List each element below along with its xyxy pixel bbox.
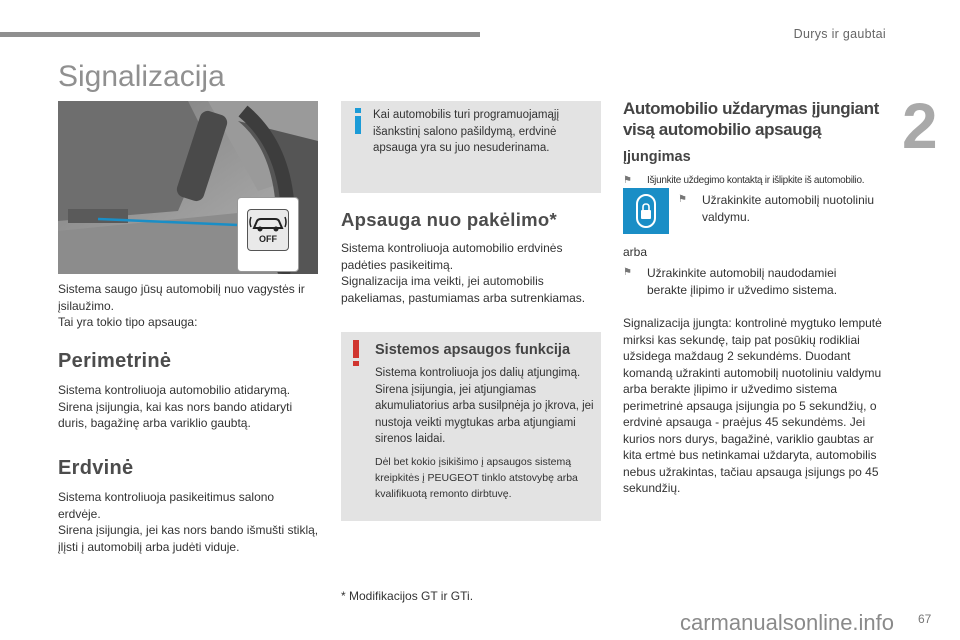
pakelimo-body-2: Signalizacija ima veikti, jei automobilis pakeliamas, pastumiamas arba sutrenkiamas. — [341, 274, 586, 305]
info-icon-glyph — [353, 108, 363, 134]
warning-body-1: Sistema kontroliuoja jos dalių atjungimą. — [375, 367, 581, 379]
watermark: carmanualsonline.info — [680, 610, 895, 635]
warning-body — [375, 365, 595, 508]
off-button-callout — [237, 197, 299, 272]
info-note-box — [341, 101, 601, 193]
off-label: OFF — [259, 234, 277, 244]
info-icon — [353, 108, 360, 139]
or-text: arba — [623, 245, 648, 259]
activation-paragraph: Signalizacija įjungta: kontrolinė mygtuko lemputė mirksi kas sekundę, taip pat posūkių rodikliai užsidega maždaug 2 sekundėms. Duodant komandą užrakinti automobilį nuotoliniu valdymu arba berakte įlipimo ir užvedimo sistema perimetrinė apsauga įsijungia po 5 sekundžių, o erdvinė apsauga - praėjus 45 sekundėms. Jei kurios nors durys, bagažinė, variklio gaubtas ar kita ertmė bus netinkamai uždaryta, automobilis nebus užrakintas, tačiau apsauga įsijungs po 45 sekundžių. — [623, 316, 882, 495]
bullet-flag-icon: ⚑ — [678, 194, 687, 205]
right-heading: Automobilio uždarymas įjungiant visą automobilio apsaugą — [623, 99, 879, 139]
section-erdvine — [58, 457, 320, 555]
step-1 — [623, 173, 903, 189]
step-1-text: Išjunkite uždegimo kontaktą ir išlipkite iš automobilio. — [647, 175, 865, 186]
section-pakelimo — [341, 209, 603, 306]
perimetrine-heading: Perimetrinė — [58, 350, 172, 372]
erdvine-body-2: Sirena įsijungia, jei kas nors bando išmušti stiklą, įlįsti į automobilį arba judėti viduje. — [58, 523, 319, 554]
erdvine-heading: Erdvinė — [58, 457, 134, 479]
warning-note: Dėl bet kokio įsikišimo į apsaugos sistemą kreipkitės į PEUGEOT tinklo atstovybę arba kvalifikuotą remonto dirbtuvę. — [375, 455, 578, 500]
intro-text — [58, 281, 320, 331]
warning-box — [341, 332, 601, 521]
warning-heading: Sistemos apsaugos funkcija — [375, 342, 571, 358]
header-bar — [0, 32, 480, 37]
warning-icon-glyph — [351, 340, 361, 366]
bullet-flag-icon: ⚑ — [623, 175, 632, 186]
footnote: * Modifikacijos GT ir GTi. — [341, 589, 474, 603]
section-perimetrine — [58, 350, 320, 432]
step-2 — [678, 192, 903, 226]
pakelimo-heading: Apsauga nuo pakėlimo* — [341, 209, 558, 230]
lock-icon — [623, 188, 669, 234]
chapter-number: 2 — [902, 90, 938, 162]
warning-body-2: Sirena įsijungia, jei atjungiamas akumuliatorius arba susilpnėja jo įkrova, jei nustoja veikti mygtukas arba atjungiami sirenos laidai. — [375, 383, 594, 445]
ijungimas-subheading: Įjungimas — [623, 149, 691, 165]
intro-line-2: Tai yra tokio tipo apsauga: — [58, 315, 198, 329]
pakelimo-body-1: Sistema kontroliuoja automobilio erdvinės padėties pasikeitimą. — [341, 241, 563, 272]
remote-lock-icon — [623, 188, 669, 234]
erdvine-body-1: Sistema kontroliuoja pasikeitimus salono erdvėje. — [58, 490, 275, 521]
car-alarm-icon — [248, 210, 288, 236]
section-title: Durys ir gaubtai — [793, 27, 886, 41]
step-2-text: Užrakinkite automobilį nuotoliniu valdymu. — [702, 193, 875, 224]
bullet-flag-icon: ⚑ — [623, 267, 632, 278]
step-3-text: Užrakinkite automobilį naudodamiei berakte įlipimo ir užvedimo sistema. — [647, 266, 838, 297]
intro-line-1: Sistema saugo jūsų automobilį nuo vagystės ir įsilaužimo. — [58, 282, 305, 313]
page-title: Signalizacija — [58, 60, 225, 93]
info-note-text: Kai automobilis turi programuojamąjį išankstinį salono pašildymą, erdvinė apsauga yra su juo nesuderinama. — [373, 109, 559, 154]
perimetrine-body: Sistema kontroliuoja automobilio atidarymą. Sirena įsijungia, kai kas nors bando atidaryti duris, bagažinę arba variklio gaubtą. — [58, 383, 293, 430]
page-number: 67 — [918, 612, 932, 626]
alarm-off-button — [247, 209, 289, 251]
warning-icon — [351, 340, 361, 370]
step-3 — [623, 265, 903, 299]
dashboard-photo — [58, 101, 318, 274]
